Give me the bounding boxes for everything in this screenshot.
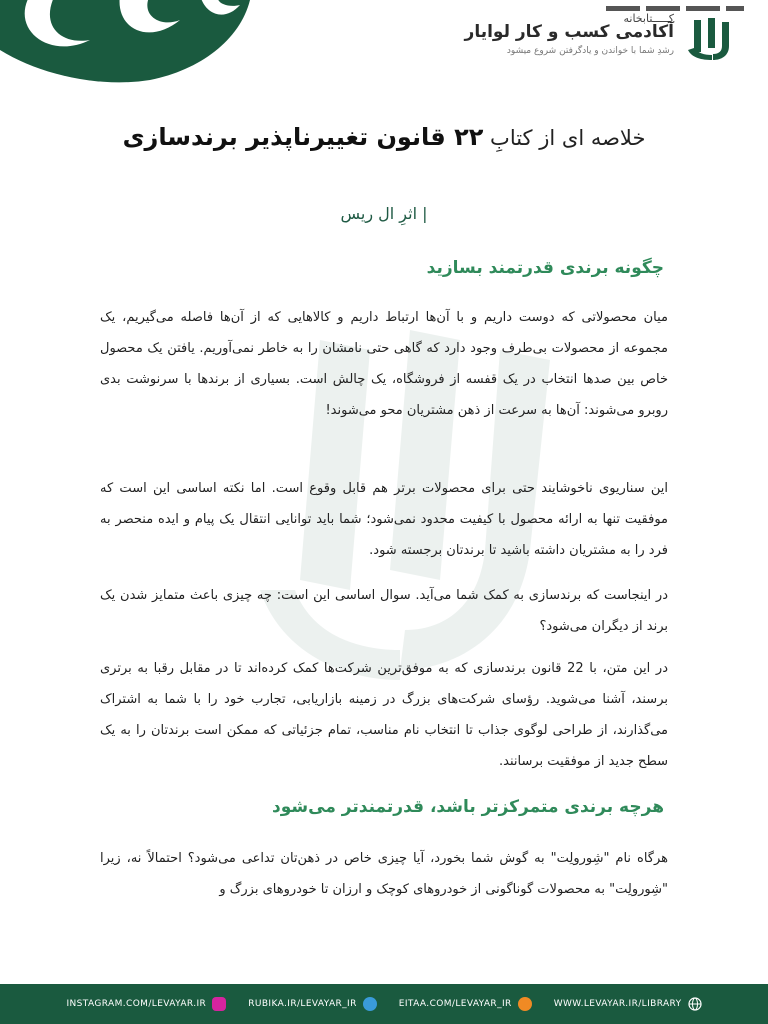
rubika-icon <box>363 997 377 1011</box>
footer-link-label: RUBIKA.IR/LEVAYAR_IR <box>248 999 357 1009</box>
brand-header <box>384 6 744 66</box>
paragraph: در این متن، با 22 قانون برندسازی که به موفق‌ترین شرکت‌ها کمک کرده‌اند تا در مقابل رقبا به برتری برسند، آشنا می‌شوید. رؤسای شرکت‌های بزرگ در زمینه بازاریابی، تجارب خود را با شما به اشتراک می‌گذارند، از طراحی لوگوی جذاب تا انتخاب نام مناسب، تمام جزئیاتی که ممکن است برندتان را به یک سطح جدید از موفقیت برسانند. <box>100 661 668 769</box>
footer-bar <box>0 984 768 1024</box>
instagram-icon <box>212 997 226 1011</box>
brand-name: آکادمی کسب و کار لوایار <box>464 22 674 42</box>
decorative-swirl <box>0 0 250 90</box>
paragraph: هرگاه نام "شِورولِت" به گوش شما بخورد، آیا چیزی خاص در ذهن‌تان تداعی می‌شود؟ احتمالاً نه، زیرا "شِورولِت" به محصولات گوناگونی از خودروهای کوچک و ارزان تا خودروهای بزرگ و <box>100 851 668 897</box>
title-main: ۲۲ قانون تغییرناپذیر برندسازی <box>122 123 484 151</box>
footer-link-rubika[interactable] <box>248 997 377 1011</box>
footer-link-eitaa[interactable] <box>399 997 532 1011</box>
paragraph: در اینجاست که برندسازی به کمک شما می‌آید. سوال اساسی این است: چه چیزی باعث متمایز شدن یک برند از دیگران می‌شود؟ <box>100 588 668 634</box>
globe-icon <box>688 997 702 1011</box>
paragraph: میان محصولاتی که دوست داریم و با آن‌ها ارتباط داریم و کالاهایی که از آن‌ها فاصله می‌گیریم، یک مجموعه از محصولات بی‌طرف وجود دارد که گاهی حتی نامشان را به خاطر نمی‌آوریم. یافتن یک محصول خاص بین صدها انتخاب در یک قفسه از فروشگاه، یک چالش است. بسیاری از برندها با سرنوشت بدی روبرو می‌شوند: آن‌ها به سرعت از ذهن مشتریان محو می‌شوند! <box>100 310 668 418</box>
footer-link-label: INSTAGRAM.COM/LEVAYAR.IR <box>66 999 207 1009</box>
header-stripes <box>606 6 744 11</box>
levayar-logo-icon <box>686 16 744 62</box>
title-prefix: خلاصه ای از کتابِ <box>490 126 646 150</box>
author-line: | اثرِ ال ریس <box>340 204 428 223</box>
section-heading-1: چگونه برندی قدرتمند بسازید <box>426 258 664 278</box>
brand-tagline: رشدِ شما با خواندن و یادگرفتن شروع میشود <box>506 46 674 56</box>
footer-link-instagram[interactable] <box>66 997 226 1011</box>
paragraph: این سناریوی ناخوشایند حتی برای محصولات برتر هم قابل وقوع است. اما نکته اساسی این است که موفقیت تنها به ارائه محصول با کیفیت محدود نمی‌شود؛ شما باید توانایی انتقال یک پیام و ایده منحصر به فرد را به مشتریان داشته باشید تا برندتان برجسته شود. <box>100 481 668 558</box>
eitaa-icon <box>518 997 532 1011</box>
footer-link-label: EITAA.COM/LEVAYAR_IR <box>398 999 512 1009</box>
footer-link-label: WWW.LEVAYAR.IR/LIBRARY <box>553 999 682 1009</box>
brand-library-label: کـــــتابخانه <box>623 12 674 25</box>
section-heading-2: هرچه برندی متمرکزتر باشد، قدرتمندتر می‌شود <box>272 797 664 817</box>
footer-link-website[interactable] <box>554 997 702 1011</box>
page-title <box>0 123 768 151</box>
